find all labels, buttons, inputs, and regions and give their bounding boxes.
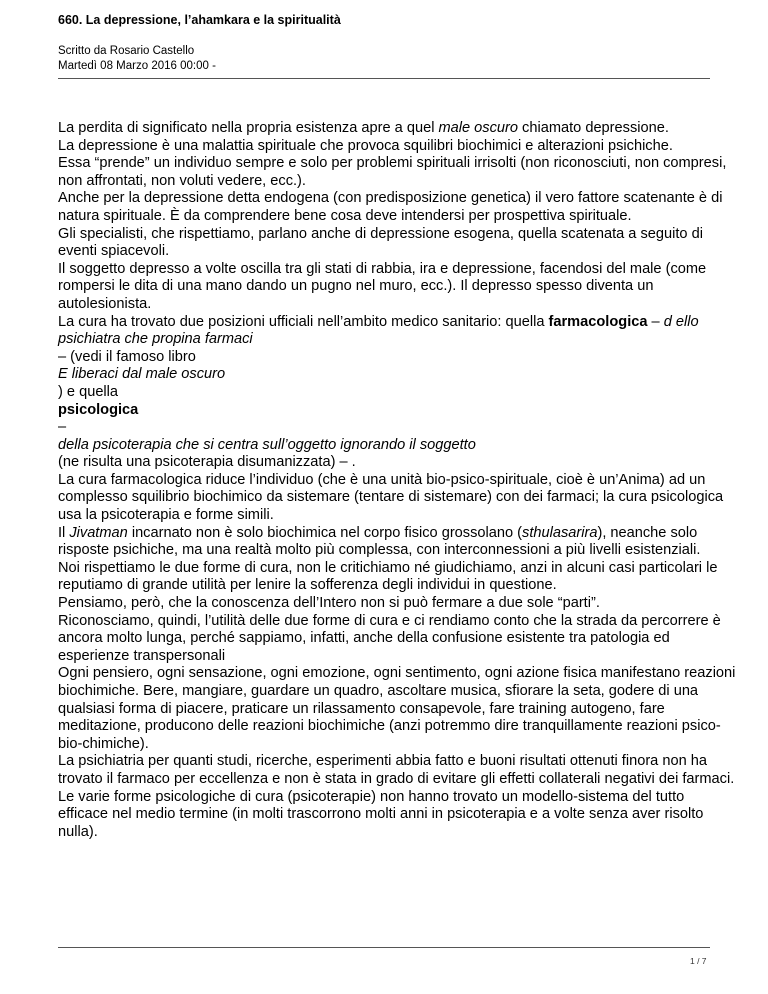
text: Il: [58, 524, 70, 541]
paragraph-5: Gli specialisti, che rispettiamo, parlano anche di depressione esogena, quella scatenata a seguito di eventi spiacevoli.: [58, 225, 703, 260]
paragraph-13: Ogni pensiero, ogni sensazione, ogni emozione, ogni sentimento, ogni azione fisica manifestano reazioni biochimiche. Bere, mangiare, guardare un quadro, ascoltare musica, sfiorare la seta, godere di una qualsiasi forma di piacere, praticare un rilassamento consapevole, fare training autogeno, fare meditazione, producono delle reazioni biochimiche (anzi potremmo dire tranquillamente reazioni psico-bio-chimiche).: [58, 665, 736, 752]
paragraph-7-line: – (vedi il famoso libro: [58, 348, 196, 365]
paragraph-10: Noi rispettiamo le due forme di cura, non le critichiamo né giudichiamo, anzi in alcuni casi particolari le reputiamo di grande utilità per lenire la sofferenza degli individui in questione.: [58, 559, 718, 594]
paragraph-14: La psichiatria per quanti studi, ricerche, esperimenti abbia fatto e buoni risultati ottenuti finora non ha trovato il farmaco per eccellenza e non è stata in grado di evitare gli effetti collaterali negativi dei farmaci.: [58, 753, 735, 787]
text: –: [647, 313, 664, 330]
paragraph-4: Anche per la depressione detta endogena (con predisposizione genetica) il vero fattore scatenante è di natura spirituale. È da comprendere bene cosa deve intendersi per prospettiva spirituale.: [58, 190, 723, 224]
article-title: 660. La depressione, l’ahamkara e la spiritualità: [58, 13, 341, 27]
paragraph-7-line: ) e quella: [58, 383, 119, 400]
paragraph-12: Riconosciamo, quindi, l’utilità delle due forme di cura e ci rendiamo conto che la strada da percorrere è ancora molto lunga, perché sappiamo, infatti, anche della confusione esistente tra patologia ed esperienze transpersonali: [58, 612, 721, 664]
article-meta: [58, 44, 216, 74]
paragraph-6: Il soggetto depresso a volte oscilla tra gli stati di rabbia, ira e depressione, facendosi del male (come rompersi le dita di una mano dando un pugno nel muro, ecc.). Il depresso spesso diventa un autolesionista.: [58, 260, 707, 312]
paragraph-3: Essa “prende” un individuo sempre e solo per problemi spirituali irrisolti (non riconosciuti, non compresi, non affrontati, non voluti vedere, ecc.).: [58, 155, 727, 189]
emphasis: della psicoterapia che si centra sull’oggetto ignorando il soggetto: [58, 436, 476, 453]
strong-text: psicologica: [58, 401, 139, 418]
text: La perdita di significato nella propria esistenza apre a quel: [58, 120, 439, 136]
paragraph-7-line: [58, 366, 738, 384]
paragraph-7-line: (ne risulta una psicoterapia disumanizzata) – .: [58, 454, 356, 471]
header-divider: [58, 78, 710, 79]
text: chiamato depressione.: [518, 120, 669, 136]
footer-divider: [58, 947, 710, 948]
article-body: [58, 120, 738, 841]
emphasis: sthulasarira: [522, 524, 598, 541]
paragraph-11: Pensiamo, però, che la conoscenza dell’Intero non si può fermare a due sole “parti”.: [58, 595, 600, 612]
paragraph-7-line: [58, 437, 738, 455]
paragraph-7: [58, 314, 738, 349]
paragraph-8: La cura farmacologica riduce l’individuo (che è una unità bio-psico-spirituale, cioè è un’Anima) ad un complesso squilibrio biochimico da sistemare (tentare di sistemare) con dei farmaci; la cura psicologica usa la psicoterapia e forme simili.: [58, 471, 724, 524]
emphasis: male oscuro: [438, 120, 518, 136]
book-title: E liberaci dal male oscuro: [58, 366, 226, 383]
paragraph-1: [58, 120, 738, 138]
paragraph-7-line: –: [58, 419, 67, 436]
text: ), neanche solo risposte psichiche, ma una realtà molto più complessa, con interconnessioni a più livelli esistenziali.: [58, 524, 701, 559]
author-line: Scritto da Rosario Castello: [58, 45, 195, 57]
paragraph-15: Le varie forme psicologiche di cura (psicoterapie) non hanno trovato un modello-sistema del tutto efficace nel medio termine (in molti trascorrono molti anni in psicoterapia e a volte senza aver risolto nulla).: [58, 788, 704, 840]
emphasis: d ello psichiatra che propina farmaci: [58, 313, 699, 348]
paragraph-7-line: [58, 402, 738, 420]
text: La cura ha trovato due posizioni ufficiali nell’ambito medico sanitario: quella: [58, 313, 549, 330]
strong-text: farmacologica: [548, 313, 648, 330]
date-line: Martedì 08 Marzo 2016 00:00 -: [58, 60, 216, 72]
paragraph-2: La depressione è una malattia spirituale che provoca squilibri biochimici e alterazioni psichiche.: [58, 137, 673, 154]
page-number: 1 / 7: [690, 956, 707, 966]
paragraph-9: [58, 525, 738, 560]
emphasis: Jivatman: [69, 524, 128, 541]
text: incarnato non è solo biochimica nel corpo fisico grossolano (: [127, 524, 523, 541]
